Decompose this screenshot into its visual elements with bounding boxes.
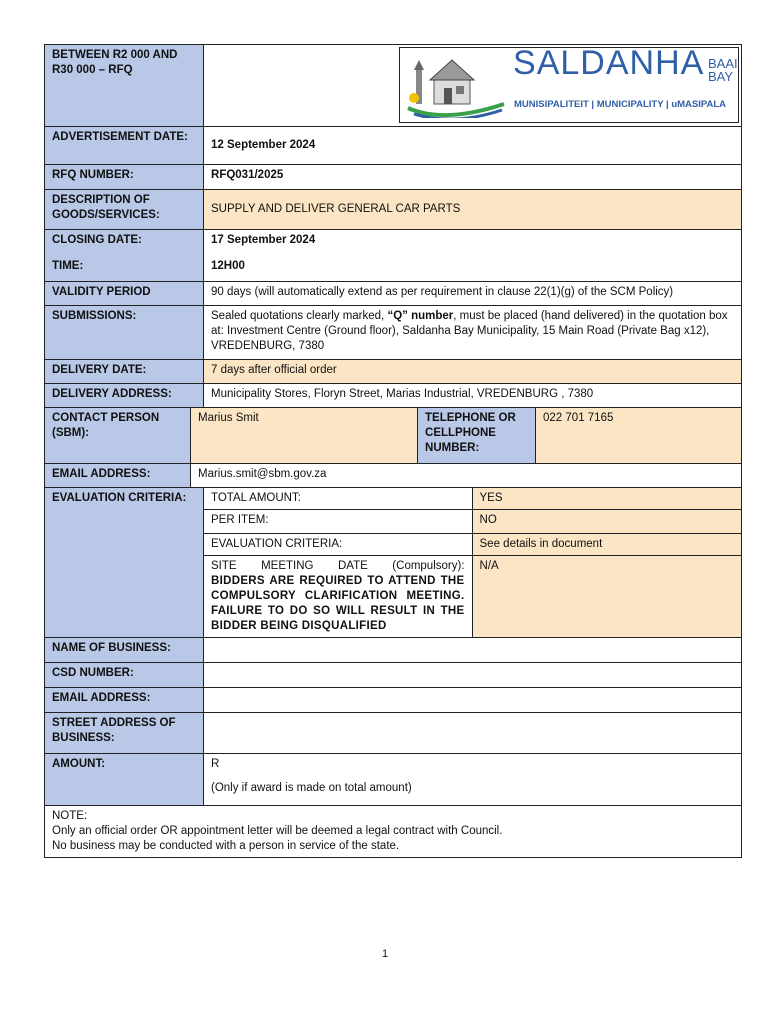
rfq-number-value: RFQ031/2025 [204, 165, 742, 190]
evaluation-criteria-table [204, 488, 741, 637]
time-value: 12H00 [204, 256, 742, 282]
delivery-date-value: 7 days after official order [204, 360, 742, 384]
street-address-field[interactable] [204, 713, 742, 754]
rfq-number-label: RFQ NUMBER: [45, 165, 204, 190]
logo-baai: BAAI [708, 56, 738, 71]
note-line-1: Only an official order OR appointment letter will be deemed a legal contract with Council. [52, 825, 503, 837]
submissions-value [204, 306, 742, 360]
rfq-table [44, 44, 742, 858]
amount-note: (Only if award is made on total amount) [211, 782, 412, 794]
logo-baai-bay [708, 57, 738, 83]
business-email-label: EMAIL ADDRESS: [45, 688, 204, 713]
business-name-label: NAME OF BUSINESS: [45, 638, 204, 663]
delivery-address-label: DELIVERY ADDRESS: [45, 384, 204, 408]
contact-person-value: Marius Smit [191, 408, 418, 464]
submissions-text-start: Sealed quotations clearly marked, [211, 310, 388, 322]
house-emblem-icon [404, 52, 510, 118]
telephone-label: TELEPHONE OR CELLPHONE NUMBER: [418, 408, 536, 464]
page-number: 1 [381, 948, 389, 960]
submissions-label: SUBMISSIONS: [45, 306, 204, 360]
business-name-field[interactable] [204, 638, 742, 663]
delivery-address-value: Municipality Stores, Floryn Street, Marias Industrial, VREDENBURG , 7380 [204, 384, 742, 408]
total-amount-label: TOTAL AMOUNT: [204, 488, 472, 510]
note-heading: NOTE: [52, 810, 88, 822]
csd-number-field[interactable] [204, 663, 742, 688]
csd-number-label: CSD NUMBER: [45, 663, 204, 688]
closing-date-value: 17 September 2024 [204, 230, 742, 256]
total-amount-value: YES [472, 488, 741, 510]
business-email-field[interactable] [204, 688, 742, 713]
email-label: EMAIL ADDRESS: [45, 464, 191, 488]
logo-wordmark: SALDANHA [513, 44, 705, 82]
street-address-label: STREET ADDRESS OF BUSINESS: [45, 713, 204, 754]
amount-field[interactable] [204, 754, 742, 806]
amount-label: AMOUNT: [45, 754, 204, 806]
time-label: TIME: [45, 256, 204, 282]
advertisement-date-value: 12 September 2024 [204, 127, 742, 165]
site-meeting-label: SITE MEETING DATE (Compulsory): [211, 560, 465, 572]
description-label: DESCRIPTION OF GOODS/SERVICES: [45, 190, 204, 230]
rfq-form [44, 44, 741, 858]
site-meeting-cell [204, 556, 472, 638]
evaluation-criteria-label: EVALUATION CRITERIA: [45, 488, 204, 638]
validity-period-label: VALIDITY PERIOD [45, 282, 204, 306]
description-value: SUPPLY AND DELIVER GENERAL CAR PARTS [204, 190, 742, 230]
evaluation-criteria-cell [204, 488, 742, 638]
saldanha-logo [399, 44, 739, 123]
site-meeting-note: BIDDERS ARE REQUIRED TO ATTEND THE COMPULSORY CLARIFICATION MEETING. FAILURE TO DO SO WILL RESULT IN THE BIDDER BEING DISQUALIFIED [211, 575, 465, 632]
closing-date-label: CLOSING DATE: [45, 230, 204, 256]
submissions-text-end: , must be placed (hand delivered) in the quotation box at: Investment Centre (Ground floor), Saldanha Bay Municipality, 15 Main Road (Private Bag x12), VREDENBURG, 7380 [211, 310, 728, 352]
evaluation-criteria-row-label: EVALUATION CRITERIA: [204, 534, 472, 556]
submissions-q-number: “Q” number [387, 310, 454, 322]
note-line-2: No business may be conducted with a person in service of the state. [52, 840, 400, 852]
logo-bay: BAY [708, 69, 734, 84]
per-item-value: NO [472, 510, 741, 534]
email-value: Marius.smit@sbm.gov.za [191, 464, 742, 488]
evaluation-criteria-row-value: See details in document [472, 534, 741, 556]
contact-person-label: CONTACT PERSON (SBM): [45, 408, 191, 464]
per-item-label: PER ITEM: [204, 510, 472, 534]
note-box [45, 806, 742, 858]
telephone-value: 022 701 7165 [536, 408, 742, 464]
rfq-range-title: BETWEEN R2 000 AND R30 000 – RFQ [45, 45, 204, 127]
logo-subtitle: MUNISIPALITEIT | MUNICIPALITY | uMASIPALA [514, 99, 727, 110]
delivery-date-label: DELIVERY DATE: [45, 360, 204, 384]
validity-period-value: 90 days (will automatically extend as per requirement in clause 22(1)(g) of the SCM Policy) [204, 282, 742, 306]
logo-cell [204, 45, 742, 127]
site-meeting-value: N/A [472, 556, 741, 638]
advertisement-date-label: ADVERTISEMENT DATE: [45, 127, 204, 165]
amount-currency: R [211, 758, 220, 770]
